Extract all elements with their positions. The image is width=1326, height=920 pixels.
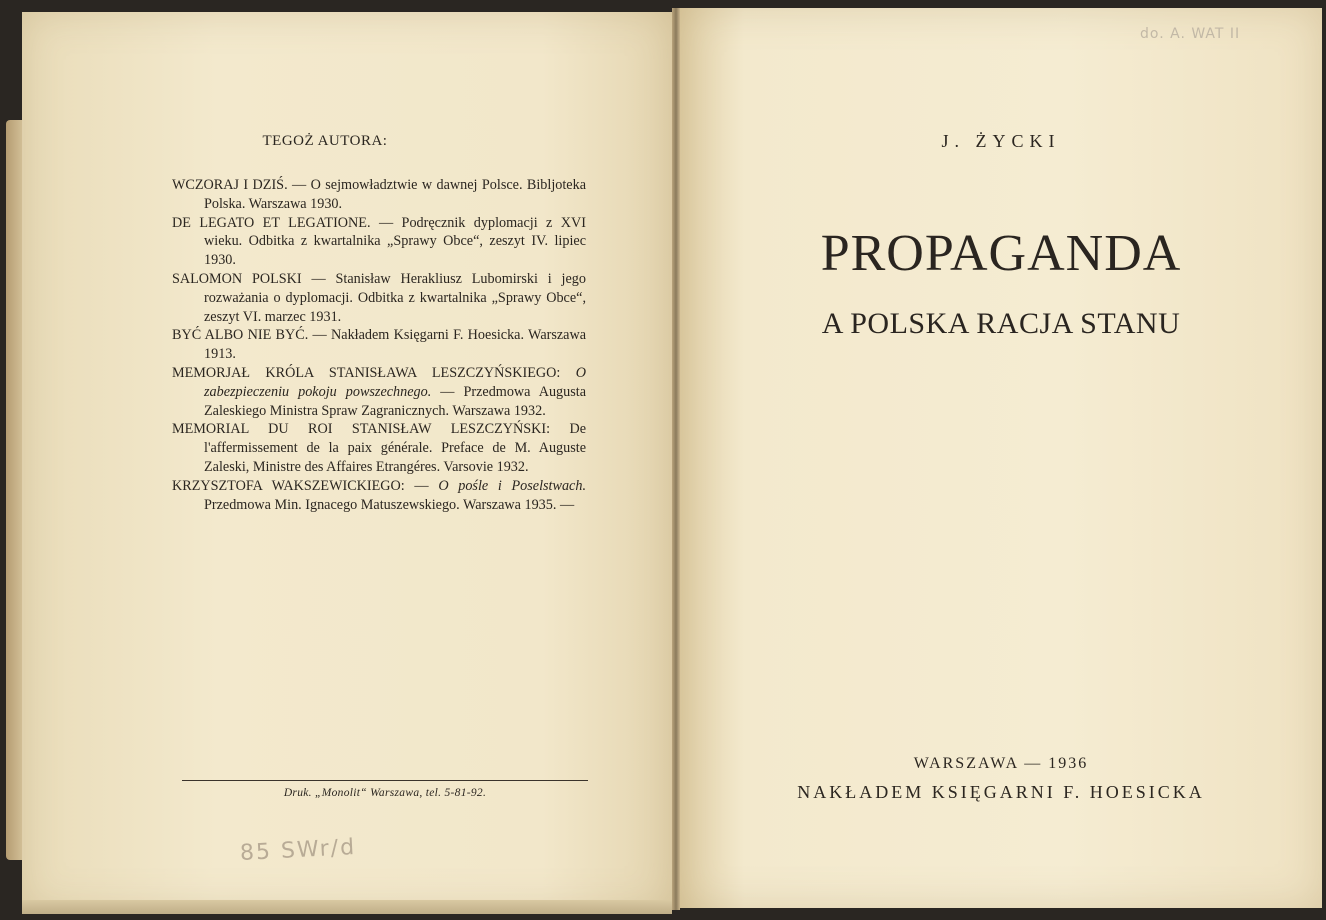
- bibliography-entry: SALOMON POLSKI — Stanisław Herakliusz Lubomirski i jego rozważania o dyplomacji. Odbitka z kwartalnika „Sprawy Obce“, zeszyt VI. marzec 1931.: [172, 270, 586, 325]
- entry-details: — Przedmowa Augusta Zaleskiego Ministra Spraw Zagranicznych. Warszawa 1932.: [204, 383, 586, 419]
- bibliography-heading: TEGOŻ AUTORA:: [262, 133, 388, 149]
- publication-place-year: WARSZAWA — 1936: [913, 755, 1089, 772]
- printer-rule: [182, 780, 588, 781]
- bibliography-entry: WCZORAJ I DZIŚ. — O sejmowładztwie w dawnej Polsce. Bibljoteka Polska. Warszawa 1930.: [172, 177, 586, 212]
- book-spine: [672, 8, 680, 910]
- bibliography-entry: [172, 477, 586, 515]
- entry-author-title: MEMORJAŁ KRÓLA STANISŁAWA LESZCZYŃSKIEGO:: [172, 364, 576, 381]
- entry-details: Przedmowa Min. Ignacego Matuszewskiego. Warszawa 1935. —: [204, 496, 575, 513]
- bibliography-entry: [172, 364, 586, 420]
- bibliography-list: [172, 176, 586, 514]
- book-subtitle: A POLSKA RACJA STANU: [821, 307, 1181, 340]
- bibliography-entry: BYĆ ALBO NIE BYĆ. — Nakładem Księgarni F. Hoesicka. Warszawa 1913.: [172, 327, 586, 363]
- entry-italic-title: O zabezpieczeniu pokoju powszechnego.: [204, 364, 586, 400]
- entry-italic-title: O pośle i Poselstwach.: [438, 477, 586, 494]
- book-author: J. ŻYCKI: [941, 131, 1061, 151]
- pencil-annotation: 85 SWr/d: [239, 834, 357, 867]
- book-title: PROPAGANDA: [820, 225, 1182, 282]
- bibliography-entry: MEMORIAL DU ROI STANISŁAW LESZCZYŃSKI: De l'affermissement de la paix générale. Preface de M. Auguste Zaleski, Ministre des Affaires Etrangéres. Varsovie 1932.: [172, 421, 586, 475]
- entry-author-title: KRZYSZTOFA WAKSZEWICKIEGO: —: [172, 477, 439, 494]
- printer-note: Druk. „Monolit“ Warszawa, tel. 5-81-92.: [283, 787, 487, 799]
- corner-annotation: do. A. WAT II: [1140, 26, 1241, 42]
- bibliography-entry: DE LEGATO ET LEGATIONE. — Podręcznik dyplomacji z XVI wieku. Odbitka z kwartalnika „Sprawy Obce“, zeszyt IV. lipiec 1930.: [172, 214, 586, 269]
- publisher: NAKŁADEM KSIĘGARNI F. HOESICKA: [797, 782, 1205, 802]
- book-bottom-edge: [22, 900, 672, 914]
